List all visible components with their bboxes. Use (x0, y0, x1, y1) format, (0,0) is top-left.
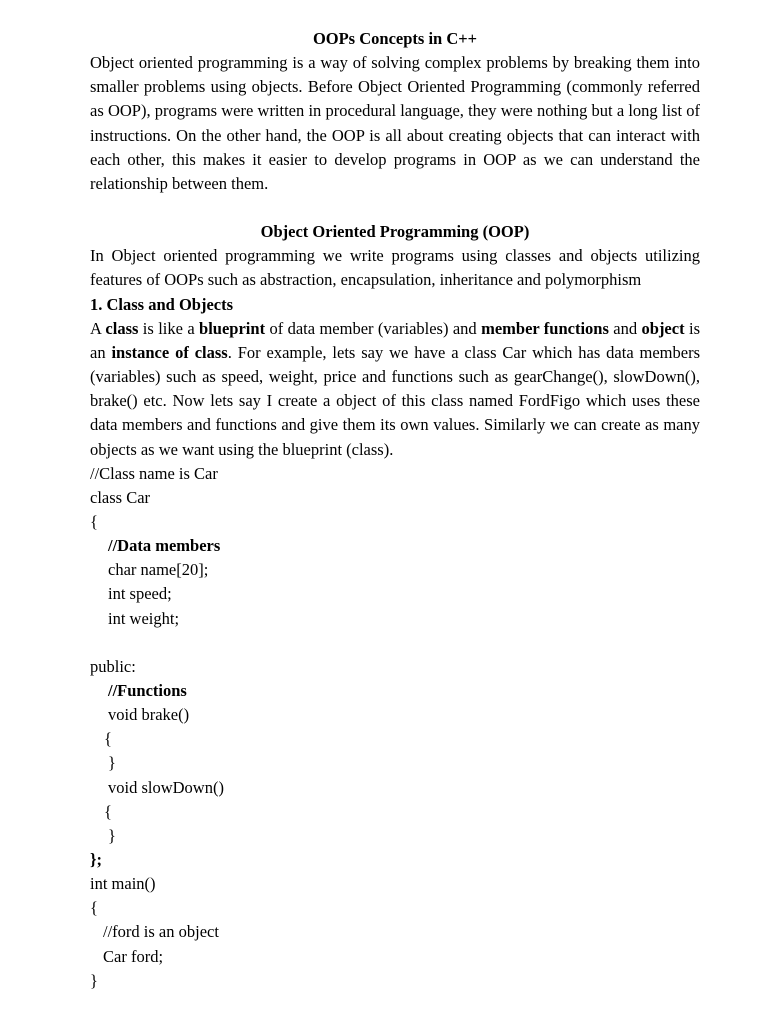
code-line: { (90, 898, 98, 918)
term-instance-of-class: instance of class (111, 342, 228, 362)
text-run: and (608, 318, 642, 338)
code-line: int speed; (108, 584, 172, 604)
code-line-bold: }; (90, 850, 102, 869)
code-line: { (104, 729, 112, 749)
code-line: { (104, 801, 112, 821)
text-run: is like a (138, 318, 200, 338)
document-page (90, 27, 700, 993)
code-line: int weight; (108, 608, 180, 628)
code-comment-bold: //Data members (108, 536, 221, 556)
section-heading: Object Oriented Programming (OOP) (260, 222, 530, 242)
document-title: OOPs Concepts in C++ (312, 29, 478, 48)
code-line: } (90, 970, 98, 990)
text-run: is an (90, 318, 700, 362)
code-line: class Car (90, 487, 151, 507)
code-line: { (90, 511, 98, 531)
term-object: object (641, 318, 685, 338)
term-blueprint: blueprint (199, 318, 266, 338)
code-line: } (108, 825, 116, 845)
code-line: int main() (90, 874, 156, 894)
class-objects-paragraph (90, 317, 700, 462)
code-line: public: (90, 656, 136, 676)
term-member-functions: member functions (481, 318, 609, 338)
code-comment-bold: //Functions (108, 680, 187, 700)
intro-paragraph: Object oriented programming is a way of solving complex problems by breaking them into smaller problems using objects. Before Object Oriented Programming (commonly referred as OOP), programs were written in procedural language, they were nothing but a long list of instructions. On the other hand, the OOP is all about creating objects that can interact with each other, this makes it easier to develop programs in OOP as we can understand the relationship between them. (90, 53, 700, 193)
code-line: Car ford; (103, 946, 164, 966)
text-run: . For example, lets say we have a class Car which has data members (variables) such as speed, weight, price and functions such as gearChange(), slowDown(), brake() etc. Now lets say I create a object of this class named FordFigo which uses these data members and functions and give them its own values. Similarly we can create as many objects as we want using the blueprint (class). (90, 342, 700, 459)
term-class: class (105, 318, 139, 338)
code-listing (90, 462, 700, 993)
paragraph-spacer (90, 196, 700, 220)
code-line: //Class name is Car (90, 463, 218, 483)
code-blank-line (90, 631, 700, 655)
code-line: //ford is an object (103, 922, 219, 942)
code-line: char name[20]; (108, 560, 209, 580)
code-line: void brake() (108, 705, 190, 725)
section-paragraph: In Object oriented programming we write programs using classes and objects utilizing features of OOPs such as abstraction, encapsulation, inheritance and polymorphism (90, 246, 700, 290)
text-run: A (90, 318, 106, 338)
code-line: } (108, 753, 116, 773)
subsection-heading: 1. Class and Objects (90, 294, 234, 314)
text-run: of data member (variables) and (265, 318, 482, 338)
code-line: void slowDown() (108, 777, 224, 797)
